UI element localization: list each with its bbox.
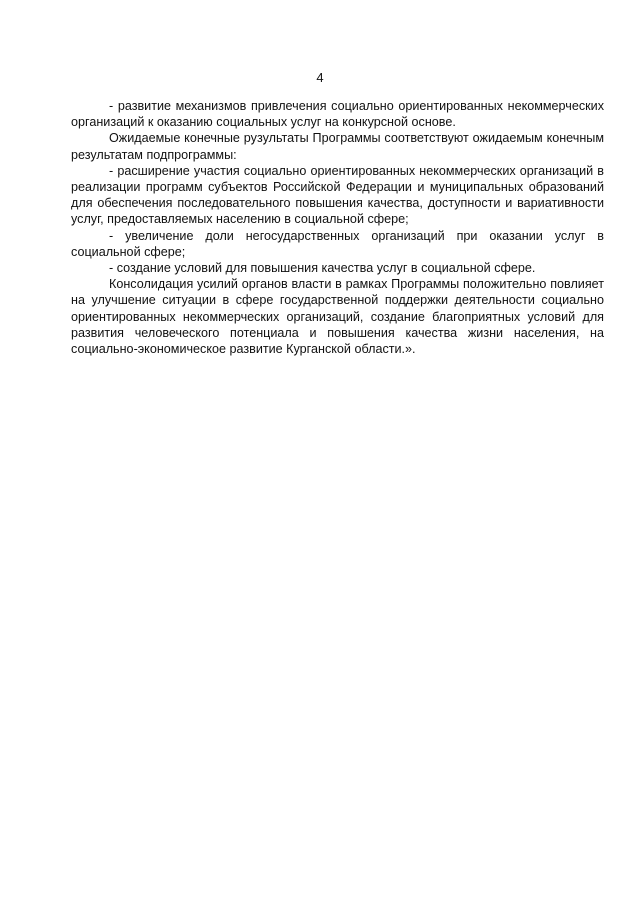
paragraph-expected-results: Ожидаемые конечные рузультаты Программы соответствуют ожидаемым конечным результатам подпрограммы: — [71, 131, 604, 162]
paragraph-quality-conditions: - создание условий для повышения качества услуг в социальной сфере. — [109, 261, 536, 276]
document-body — [71, 98, 604, 357]
paragraph-nongovernmental-share: - увеличение доли негосударственных организаций при оказании услуг в социальной сфере; — [71, 228, 604, 259]
paragraph-mechanisms: - развитие механизмов привлечения социально ориентированных некоммерческих организаций к оказанию социальных услуг на конкурсной основе. — [71, 99, 604, 130]
paragraph-participation: - расширение участия социально ориентированных некоммерческих организаций в реализации программ субъектов Российской Федерации и муниципальных образований для обеспечения последовательного повышения качества, доступности и вариативности услуг, предоставляемых населению в социальной сфере; — [71, 163, 604, 227]
page-number: 4 — [316, 70, 324, 85]
paragraph-consolidation: Консолидация усилий органов власти в рамках Программы положительно повлияет на улучшение ситуации в сфере государственной поддержки деятельности социально ориентированных некоммерческих организаций, создание благоприятных условий для развития человеческого потенциала и повышения качества жизни населения, на социально-экономическое развитие Курганской области.». — [71, 277, 604, 357]
